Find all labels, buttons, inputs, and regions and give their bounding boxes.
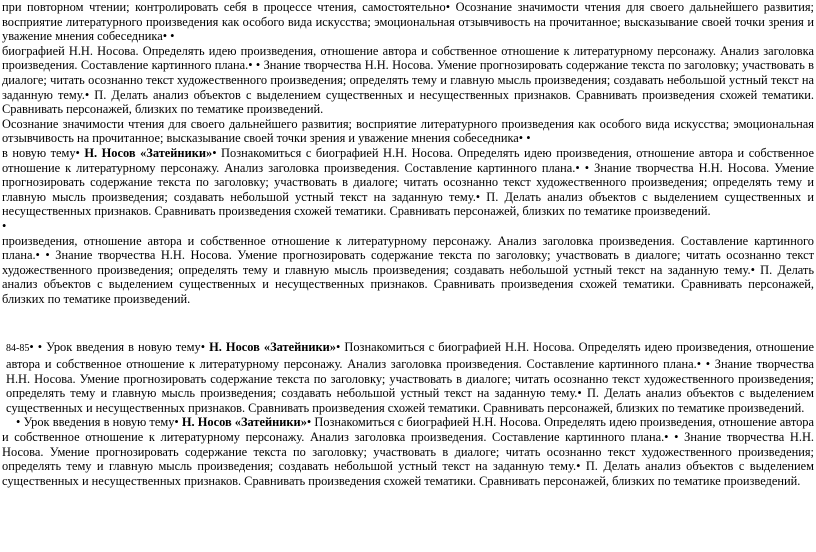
lesson-title: Н. Носов «Затейники» <box>79 145 213 160</box>
text-segment: Знание творчества Н.Н. Носова. Умение прогнозировать содержание текста по заголовку; участвовать в диалоге; читать осознанно текст художественного произведения; определять тему и главную мысль произведения; создавать небольшой устный текст на заданную тему. <box>6 357 815 401</box>
text-segment: Урок введения в новую тему <box>20 415 175 430</box>
bullet: • <box>35 248 40 263</box>
bullet: • <box>167 29 175 44</box>
bullet: • <box>200 340 206 355</box>
text-segment: Знание творчества Н.Н. Носова. Умение прогнозировать содержание текста по заголовку; участвовать в диалоге; читать осознанно текст художественного произведения; определять тему и главную мысль произведения; создавать небольшой устный текст на заданную тему. <box>2 430 814 474</box>
bullet: • <box>475 189 481 204</box>
bullet: • <box>212 145 217 160</box>
bullet: • <box>445 0 451 14</box>
text-segment: Урок введения в новую тему <box>42 340 201 355</box>
text-segment: Познакомиться с биографией Н.Н. Носова. Определять идею произведения, отношение автора и собственное отношение к литературному персонажу. Анализ заголовка произведения. Составление картинного плана. <box>2 145 814 175</box>
lesson-title: Н. Носов «Затейники» <box>178 415 307 430</box>
paragraph-7 <box>0 340 816 415</box>
bullet: • <box>579 160 590 175</box>
bullet: • <box>518 131 524 146</box>
bullet: • <box>577 386 582 401</box>
text-segment: при повторном чтении; контролировать себя в процессе чтения, самостоятельно <box>2 0 446 14</box>
text-segment: Осознание значимости чтения для своего дальнейшего развития; восприятие литературного произведения как особого вида искусства; эмоциональная отзывчивость на прочитанное; высказывание своей точки зрения и уважение мнения собеседника <box>2 116 814 146</box>
bullet: • <box>701 357 711 372</box>
text-segment: П. Делать анализ объектов с выделением существенных и несущественных признаков. Сравнивать произведения схожей тематики. Сравнивать персонажей, близких по тематике произведений. <box>2 189 814 219</box>
bullet: • <box>576 459 581 474</box>
text-segment: произведения, отношение автора и собственное отношение к литературному персонажу. Анализ заголовка произведения. Составление картинного плана. <box>2 233 814 263</box>
bullet: • <box>248 58 253 73</box>
bullet: • <box>664 430 669 445</box>
bullet: • <box>750 262 755 277</box>
paragraph-8 <box>0 415 816 488</box>
bullet: • <box>29 340 34 355</box>
text-segment: Познакомиться с биографией Н.Н. Носова. Определять идею произведения, отношение автора и собственное отношение к литературному персонажу. Анализ заголовка произведения. Составление картинного плана. <box>6 340 815 372</box>
text-segment: П. Делать анализ объектов с выделением существенных и несущественных признаков. Сравнивать произведения схожей тематики. Сравнивать персонажей, близких по тематике произведений. <box>2 459 815 488</box>
text-segment: в новую тему <box>2 145 76 160</box>
bullet: • <box>336 340 341 355</box>
bullet: • <box>523 131 531 146</box>
text-segment: П. Делать анализ объектов с выделением существенных и несущественных признаков. Сравнивать произведения схожей тематики. Сравнивать персонажей, близких по тематике произведений. <box>2 87 814 117</box>
text-segment: Знание творчества Н.Н. Носова. Умение прогнозировать содержание текста по заголовку; участвовать в диалоге; читать осознанно текст художественного произведения; определять тему и главную мысль произведения; создавать небольшой устный текст на заданную тему. <box>2 160 814 204</box>
bullet: • <box>252 58 261 73</box>
bullet: • <box>174 415 179 430</box>
text-segment: Осознание значимости чтения для своего дальнейшего развития; восприятие литературного произведения как особого вида искусства; эмоциональная отзывчивость на прочитанное; высказывание своей точки зрения и уважение мнения собеседника <box>2 0 814 44</box>
bullet: • <box>16 415 21 430</box>
bullet: • <box>75 145 80 160</box>
paragraph-4 <box>0 146 816 219</box>
paragraph-1 <box>0 0 816 44</box>
bullet: • <box>39 248 50 263</box>
bullet: • <box>162 29 168 44</box>
text-segment: П. Делать анализ объектов с выделением существенных и несущественных признаков. Сравнивать произведения схожей тематики. Сравнивать персонажей, близких по тематике произведений. <box>2 262 814 306</box>
bullet: • <box>668 430 679 445</box>
bullet: • <box>575 160 580 175</box>
bullet: • <box>84 87 90 102</box>
paragraph-3 <box>0 117 816 146</box>
bullet: • <box>306 415 312 430</box>
spacer <box>0 306 816 340</box>
text-segment: биографией Н.Н. Носова. Определять идею произведения, отношение автора и собственное отношение к литературному персонажу. Анализ заголовка произведения. Составление картинного плана. <box>2 43 814 73</box>
lesson-title: Н. Носов «Затейники» <box>205 340 336 355</box>
paragraph-6 <box>0 234 816 307</box>
paragraph-2 <box>0 44 816 117</box>
text-segment: П. Делать анализ объектов с выделением существенных и несущественных признаков. Сравнивать произведения схожей тематики. Сравнивать персонажей, близких по тематике произведений. <box>6 386 814 415</box>
text-segment: Знание творчества Н.Н. Носова. Умение прогнозировать содержание текста по заголовку; участвовать в диалоге; читать осознанно текст художественного произведения; определять тему и главную мысль произведения; создавать небольшой устный текст на заданную тему. <box>2 248 814 277</box>
bullet: • <box>696 357 702 372</box>
text-segment: Познакомиться с биографией Н.Н. Носова. Определять идею произведения, отношение автора и собственное отношение к литературному персонажу. Анализ заголовка произведения. Составление картинного плана. <box>2 415 814 445</box>
bullet: • <box>33 340 43 355</box>
bullet: • <box>2 218 7 233</box>
row-number: 84-85 <box>6 343 30 355</box>
paragraph-5 <box>0 219 816 234</box>
text-segment: Знание творчества Н.Н. Носова. Умение прогнозировать содержание текста по заголовку; участвовать в диалоге; читать осознанно текст художественного произведения; определять тему и главную мысль произведения; создавать небольшой устный текст на заданную тему. <box>2 58 815 102</box>
